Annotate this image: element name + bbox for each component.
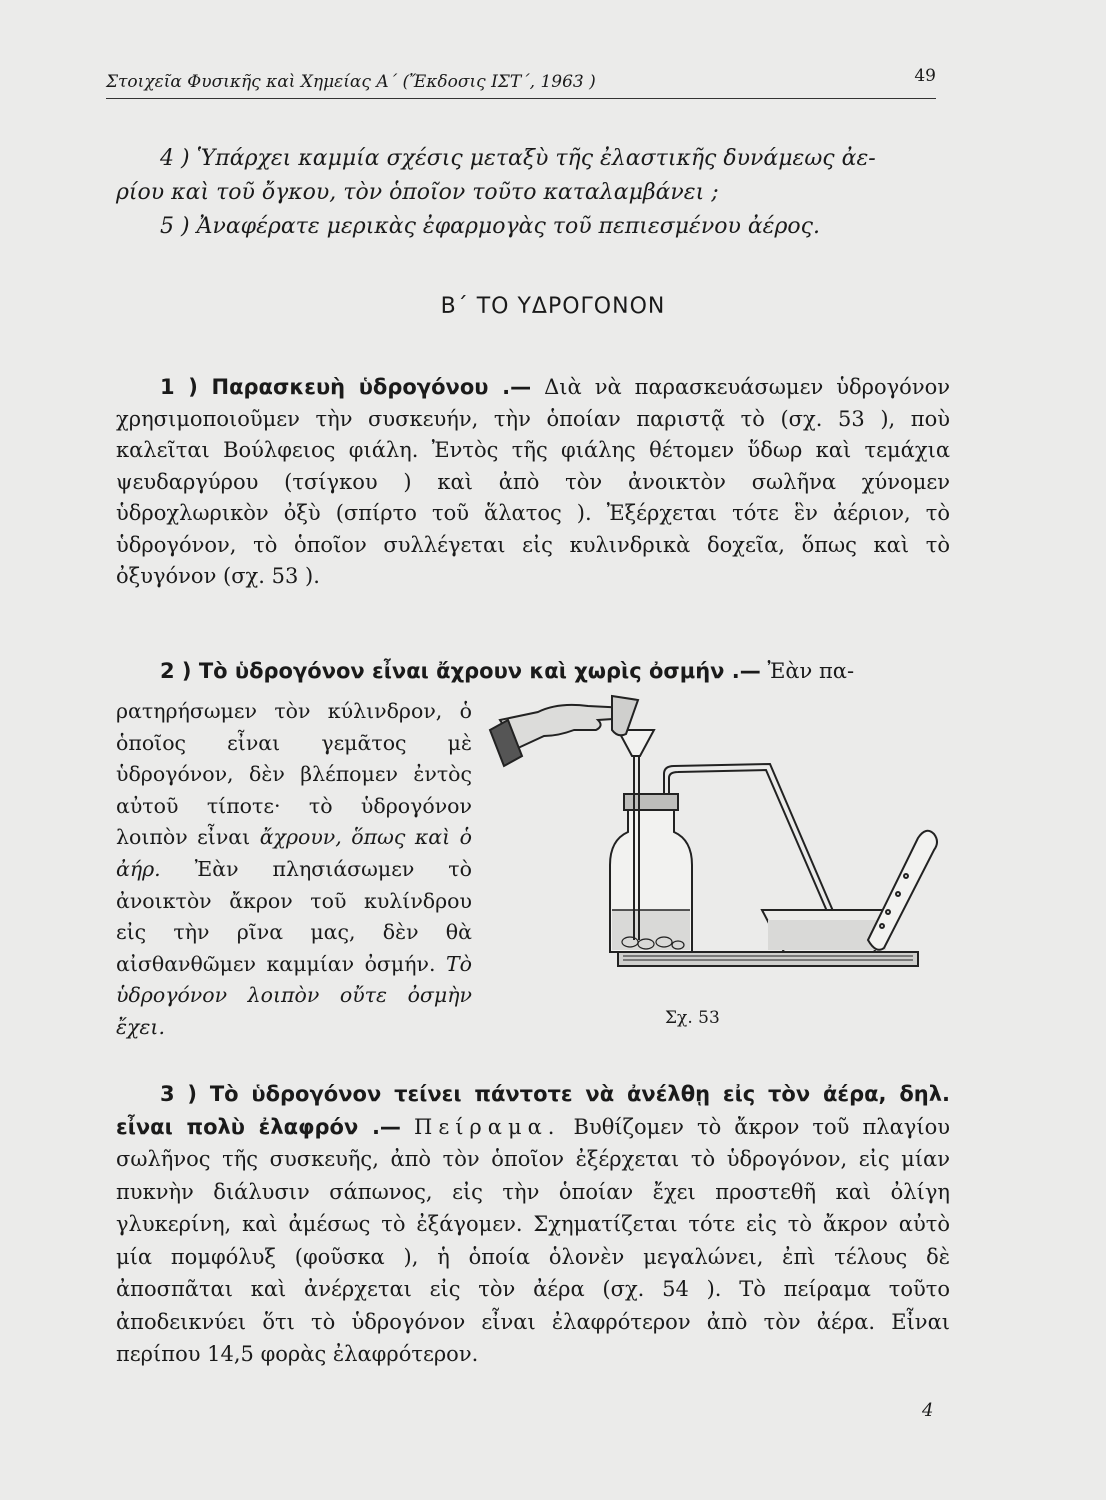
section-2-body [116,696,472,1044]
running-header [106,64,936,99]
figure-caption: Σχ. 53 [665,1008,720,1028]
book-title: Στοιχεῖα Φυσικῆς καὶ Χημείας Α΄ (Ἔκδοσις ΙΣΤ΄, 1963 ) [106,72,596,92]
collecting-tube-icon [868,831,937,950]
question-4-line1: 4 ) Ὑπάρχει καμμία σχέσις μεταξὺ τῆς ἐλαστικῆς δυνάμεως ἀε- [160,146,876,171]
section-2-lead: Ἐὰν πα- [767,659,855,683]
section-1-title: 1 ) Παρασκευὴ ὑδρογόνου .— [160,375,532,399]
section-2-text-1: ρατηρήσωμεν τὸν κύλινδρον, ὁ ὁποῖος εἶναι γεμᾶτος μὲ ὑδρογόνον, δὲν βλέπομεν ἐντὸς αὐτοῦ τίποτε· τὸ ὑδρογόνον λοιπὸν εἶναι [116,699,472,850]
page-number: 49 [914,66,936,86]
section-1-text: Διὰ νὰ παρασκευάσωμεν ὑδρογόνον χρησιμοποιοῦμεν τὴν συσκευήν, τὴν ὁποίαν παριστᾷ τὸ (σχ. 53 ), ποὺ καλεῖται Βούλφειος φιάλη. Ἐντὸς τῆς φιάλης θέτομεν ὕδωρ καὶ τεμάχια ψευδαργύρου (τσίγκου ) καὶ ἀπὸ τὸν ἀνοικτὸν σωλῆνα χύνομεν ὑδροχλωρικὸν ὀξὺ (σπίρτο τοῦ ἅλατος ). Ἐξέρχεται τότε ἓν ἀέριον, τὸ ὑδρογόνον, τὸ ὁποῖον συλλέγεται εἰς κυλινδρικὰ δοχεῖα, ὅπως καὶ τὸ ὀξυγόνον (σχ. 53 ). [116,375,951,588]
section-3-peirama: Πείραμα. [414,1114,561,1139]
base-board [618,952,918,966]
signature-mark: 4 [922,1400,934,1421]
hand-icon [490,696,638,766]
section-2-italic-1: ἄχρουν, ὅπως καὶ ὁ ἀήρ. [116,825,472,881]
section-2-title: 2 ) Τὸ ὑδρογόνον εἶναι ἄχρουν καὶ χωρὶς ὀσμήν .— [160,659,761,683]
question-5: 5 ) Ἀναφέρατε μερικὰς ἐφαρμογὰς τοῦ πεπιεσμένου ἀέρος. [160,214,820,239]
question-4-line2: ρίου καὶ τοῦ ὄγκου, τὸν ὁποῖον τοῦτο καταλαμβάνει ; [116,180,719,205]
section-2-title-line [116,656,950,688]
section-3-title: 3 ) Τὸ ὑδρογόνον τείνει πάντοτε νὰ ἀνέλθῃ εἰς τὸν ἀέρα, δηλ. εἶναι πολὺ ἐλαφρόν .— [116,1082,950,1139]
section-1-paragraph [116,372,950,593]
section-3-paragraph [116,1078,950,1371]
section-2-italic-2: Τὸ ὑδρογόνον λοιπὸν οὔτε ὀσμὴν ἔχει. [116,951,472,1039]
section-heading: Β΄ ΤΟ ΥΔΡΟΓΟΝΟΝ [440,294,666,319]
figure-53-apparatus [478,690,938,990]
woulff-bottle-icon [610,794,692,952]
section-2-text-2: Ἐὰν πλησιάσωμεν τὸ ἀνοικτὸν ἄκρον τοῦ κυλίνδρου εἰς τὴν ρῖνα μας, δὲν θὰ αἰσθανθῶμεν καμμίαν ὀσμήν. [116,856,472,976]
section-3-text: Βυθίζομεν τὸ ἄκρον τοῦ πλαγίου σωλῆνος τῆς συσκευῆς, ἀπὸ τὸν ὁποῖον ἐξέρχεται τὸ ὑδρογόνον, εἰς μίαν πυκνὴν διάλυσιν σάπωνος, εἰς τὴν ὁποίαν ἔχει προστεθῆ καὶ ὀλίγη γλυκερίνη, καὶ ἀμέσως τὸ ἐξάγομεν. Σχηματίζεται τότε εἰς τὸ ἄκρον αὐτὸ μία πομφόλυξ (φοῦσκα ), ἡ ὁποία ὁλονὲν μεγαλώνει, ἐπὶ τέλους δὲ ἀποσπᾶται καὶ ἀνέρχεται εἰς τὸν ἀέρα (σχ. 54 ). Τὸ πείραμα τοῦτο ἀποδεικνύει ὅτι τὸ ὑδρογόνον εἶναι ἐλαφρότερον ἀπὸ τὸν ἀέρα. Εἶναι περίπου 14,5 φορὰς ἐλαφρότερον. [116,1114,950,1366]
